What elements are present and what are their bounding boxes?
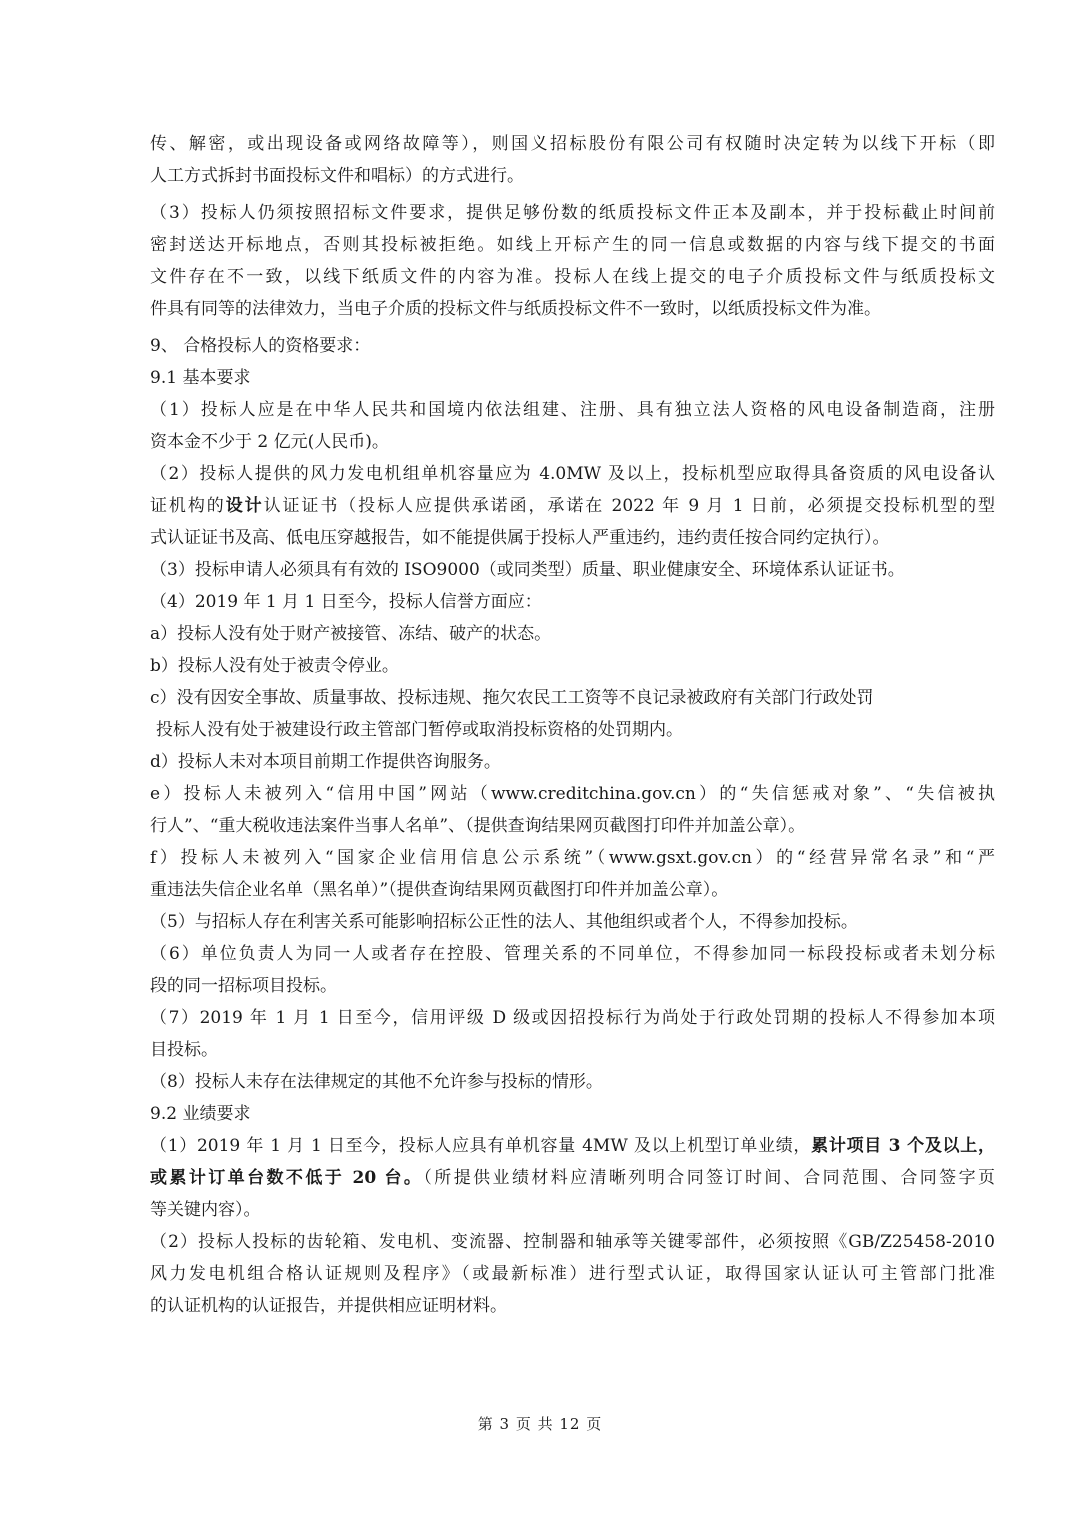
text-line: [150, 618, 995, 650]
text-segment: （3）投标申请人必须具有有效的 ISO9000（或同类型）质量、职业健康安全、环境体系认证证书。: [150, 560, 905, 580]
text-line: [150, 970, 995, 1002]
text-segment: 9.1 基本要求: [150, 368, 251, 388]
text-line: [150, 778, 995, 810]
text-line: [150, 330, 995, 362]
text-line: [150, 586, 995, 618]
text-segment: 认证证书（投标人应提供承诺函，承诺在 2022 年 9 月 1 日前，必须提交投标机型的型: [263, 496, 995, 516]
text-segment: 投标人没有处于被建设行政主管部门暂停或取消投标资格的处罚期内。: [156, 720, 683, 740]
text-line: [150, 1130, 995, 1162]
text-segment: 9.2 业绩要求: [150, 1104, 251, 1124]
text-segment: 等关键内容）。: [150, 1200, 261, 1220]
text-segment: 传、解密，或出现设备或网络故障等），则国义招标股份有限公司有权随时决定转为以线下开标（即: [150, 134, 995, 154]
text-segment: 密封送达开标地点，否则其投标被拒绝。如线上开标产生的同一信息或数据的内容与线下提交的书面: [150, 235, 995, 255]
text-line: [150, 1290, 995, 1322]
text-segment: （6）单位负责人为同一人或者存在控股、管理关系的不同单位，不得参加同一标段投标或者未划分标: [150, 944, 995, 964]
text-line: [150, 293, 995, 325]
text-line: [150, 842, 995, 874]
text-line: [150, 650, 995, 682]
bold-text-segment: 累计项目 3 个及以上，: [811, 1136, 995, 1156]
text-line: [150, 746, 995, 778]
text-line: [150, 1002, 995, 1034]
text-segment: 段的同一招标项目投标。: [150, 976, 337, 996]
text-line: [150, 522, 995, 554]
text-segment: （1）2019 年 1 月 1 日至今，投标人应具有单机容量 4MW 及以上机型订单业绩，: [150, 1136, 812, 1156]
text-segment: 行人”、“重大税收违法案件当事人名单”、（提供查询结果网页截图打印件并加盖公章）。: [150, 816, 806, 836]
text-segment: 风力发电机组合格认证规则及程序》（或最新标准）进行型式认证，取得国家认证认可主管部门批准: [150, 1264, 995, 1284]
text-line: [150, 160, 995, 192]
text-segment: 证机构的: [150, 496, 226, 516]
text-segment: 人工方式拆封书面投标文件和唱标）的方式进行。: [150, 166, 524, 186]
text-segment: 9、 合格投标人的资格要求：: [150, 336, 371, 356]
text-line: [150, 490, 995, 522]
text-line: [150, 1034, 995, 1066]
text-line: [150, 874, 995, 906]
text-segment: （3）投标人仍须按照招标文件要求，提供足够份数的纸质投标文件正本及副本，并于投标截止时间前: [150, 203, 995, 223]
text-segment: 的认证机构的认证报告，并提供相应证明材料。: [150, 1296, 507, 1316]
text-line: [150, 554, 995, 586]
text-segment: （5）与招标人存在利害关系可能影响招标公正性的法人、其他组织或者个人，不得参加投标。: [150, 912, 858, 932]
text-segment: （所提供业绩材料应清晰列明合同签订时间、合同范围、合同签字页: [423, 1168, 995, 1188]
text-line: [150, 261, 995, 293]
text-segment: 重违法失信企业名单（黑名单）”（提供查询结果网页截图打印件并加盖公章）。: [150, 880, 729, 900]
text-segment: f）投标人未被列入“国家企业信用信息公示系统”（www.gsxt.gov.cn）的“经营异常名录”和“严: [150, 848, 995, 868]
document-body: [150, 128, 995, 1322]
text-line: [150, 229, 995, 261]
text-segment: 资本金不少于 2 亿元(人民币)。: [150, 432, 389, 452]
text-line: [150, 1226, 995, 1258]
text-segment: （7）2019 年 1 月 1 日至今，信用评级 D 级或因招投标行为尚处于行政处罚期的投标人不得参加本项: [150, 1008, 995, 1028]
text-line: [150, 394, 995, 426]
text-line: [150, 714, 995, 746]
text-segment: 文件存在不一致，以线下纸质文件的内容为准。投标人在线上提交的电子介质投标文件与纸质投标文: [150, 267, 995, 287]
text-segment: 件具有同等的法律效力，当电子介质的投标文件与纸质投标文件不一致时，以纸质投标文件为准。: [150, 299, 881, 319]
text-segment: （4）2019 年 1 月 1 日至今，投标人信誉方面应：: [150, 592, 542, 612]
text-segment: 目投标。: [150, 1040, 218, 1060]
text-segment: d）投标人未对本项目前期工作提供咨询服务。: [150, 752, 501, 772]
text-segment: a）投标人没有处于财产被接管、冻结、破产的状态。: [150, 624, 552, 644]
text-segment: b）投标人没有处于被责令停业。: [150, 656, 399, 676]
text-segment: e）投标人未被列入“信用中国”网站（www.creditchina.gov.cn）的“失信惩戒对象”、“失信被执: [150, 784, 995, 804]
bold-text-segment: 或累计订单台数不低于 20 台。: [150, 1168, 424, 1188]
page-number-footer: 第 3 页 共 12 页: [477, 1415, 603, 1433]
text-line: [150, 1162, 995, 1194]
text-segment: 式认证证书及高、低电压穿越报告，如不能提供属于投标人严重违约，违约责任按合同约定执行）。: [150, 528, 890, 548]
text-line: [150, 362, 995, 394]
text-segment: （8）投标人未存在法律规定的其他不允许参与投标的情形。: [150, 1072, 603, 1092]
text-line: [150, 1194, 995, 1226]
text-line: [150, 197, 995, 229]
text-line: [150, 426, 995, 458]
text-segment: （2）投标人投标的齿轮箱、发电机、变流器、控制器和轴承等关键零部件，必须按照《GB/Z25458-2010: [150, 1232, 995, 1252]
bold-text-segment: 设计: [225, 496, 264, 516]
text-line: [150, 458, 995, 490]
text-line: [150, 810, 995, 842]
text-line: [150, 128, 995, 160]
text-segment: （1）投标人应是在中华人民共和国境内依法组建、注册、具有独立法人资格的风电设备制造商，注册: [150, 400, 995, 420]
text-segment: （2）投标人提供的风力发电机组单机容量应为 4.0MW 及以上，投标机型应取得具备资质的风电设备认: [150, 464, 995, 484]
text-line: [150, 906, 995, 938]
text-line: [150, 938, 995, 970]
text-line: [150, 1258, 995, 1290]
text-line: [150, 1098, 995, 1130]
text-line: [150, 682, 995, 714]
text-line: [150, 1066, 995, 1098]
text-segment: c）没有因安全事故、质量事故、投标违规、拖欠农民工工资等不良记录被政府有关部门行政处罚: [150, 688, 874, 708]
